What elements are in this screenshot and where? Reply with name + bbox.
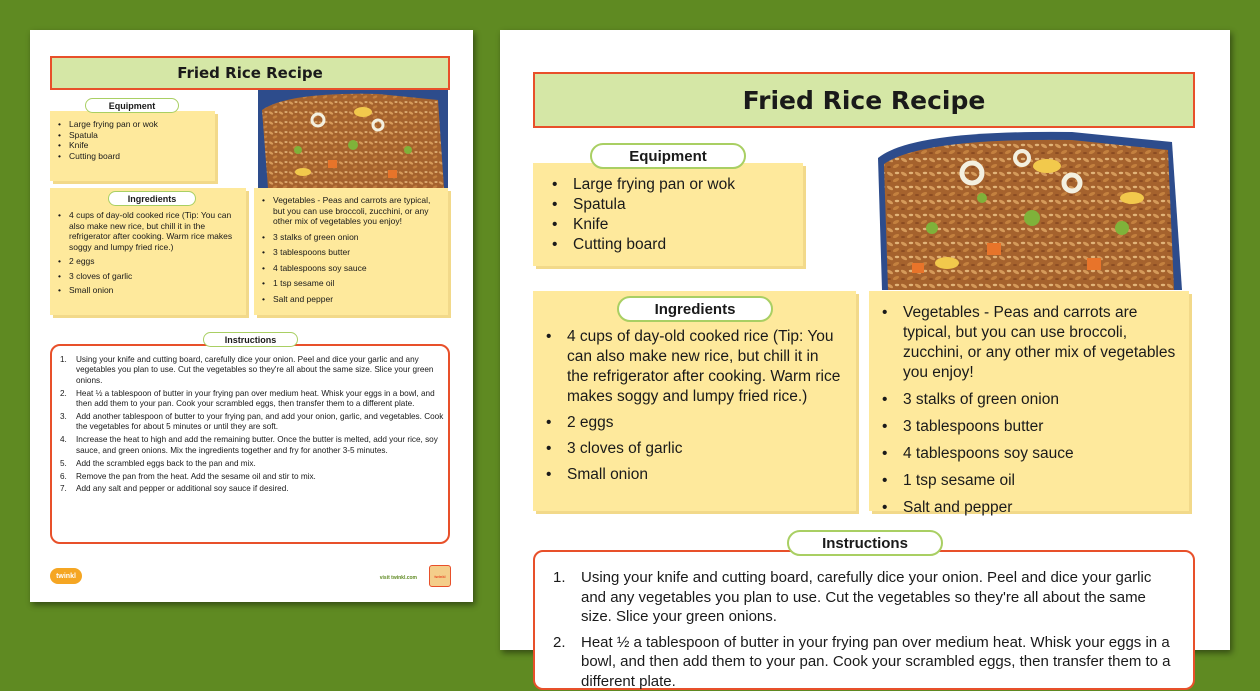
worksheet-preview-small <box>30 30 473 602</box>
ingredient-item: • 4 tablespoons soy sauce <box>877 444 1181 464</box>
ingredient-item: • 3 tablespoons butter <box>877 417 1181 437</box>
equipment-box <box>50 111 215 181</box>
footer-badge-icon: twinkl <box>429 565 451 587</box>
ingredient-item: • Vegetables - Peas and carrots are typical, but you can use broccoli, zucchini, or any other mix of vegetables you enjoy! <box>877 303 1181 383</box>
instructions-box <box>533 550 1195 690</box>
equipment-item: • Cutting board <box>547 235 735 255</box>
equipment-item: • Knife <box>547 215 735 235</box>
ingredients-heading: Ingredients <box>617 296 773 322</box>
ingredient-item: • 3 stalks of green onion <box>877 390 1181 410</box>
page-title: Fried Rice Recipe <box>743 86 986 115</box>
instruction-step: 2. Heat ½ a tablespoon of butter in your frying pan over medium heat. Whisk your eggs in a bowl, and then add them to your pan. Cook your scrambled eggs, then transfer them to a different plate. <box>58 389 444 410</box>
equipment-item: • Cutting board <box>56 151 158 162</box>
ingredient-item: • Small onion <box>56 285 240 296</box>
equipment-heading: Equipment <box>590 143 746 169</box>
equipment-item: • Knife <box>56 140 158 151</box>
ingredient-item: • 3 cloves of garlic <box>541 439 841 459</box>
title-banner <box>50 56 450 90</box>
worksheet-preview-large <box>500 30 1230 650</box>
title-banner <box>533 72 1195 128</box>
equipment-item: • Spatula <box>547 195 735 215</box>
ingredient-item: • 3 stalks of green onion <box>260 232 442 243</box>
instructions-heading: Instructions <box>203 332 298 347</box>
twinkl-logo: twinkl <box>50 568 82 584</box>
instruction-step: 1. Using your knife and cutting board, carefully dice your onion. Peel and dice your garlic and any vegetables you plan to use. Cut the vegetables so they're all about the same size. Slice your green onions. <box>547 568 1177 627</box>
equipment-item: • Spatula <box>56 130 158 141</box>
ingredient-item: • 1 tsp sesame oil <box>877 471 1181 491</box>
ingredient-item: • 3 tablespoons butter <box>260 247 442 258</box>
ingredients-box-right <box>254 188 448 315</box>
ingredients-box-right <box>869 291 1189 511</box>
equipment-heading: Equipment <box>85 98 179 113</box>
ingredient-item: • Salt and pepper <box>260 294 442 305</box>
instruction-step: 6. Remove the pan from the heat. Add the sesame oil and stir to mix. <box>58 472 444 482</box>
instruction-step: 1. Using your knife and cutting board, carefully dice your onion. Peel and dice your garlic and any vegetables you plan to use. Cut the vegetables so they're all about the same size. Slice your green onions. <box>58 355 444 386</box>
ingredient-item: • Small onion <box>541 465 841 485</box>
fried-rice-photo <box>872 128 1188 290</box>
ingredient-item: • 4 cups of day-old cooked rice (Tip: You can also make new rice, but chill it in the refrigerator after cooking. Warm rice makes soggy and lumpy fried rice.) <box>541 327 841 407</box>
page-title: Fried Rice Recipe <box>177 64 323 82</box>
ingredient-item: • 2 eggs <box>541 413 841 433</box>
instructions-heading: Instructions <box>787 530 943 556</box>
ingredient-item: • Vegetables - Peas and carrots are typical, but you can use broccoli, zucchini, or any other mix of vegetables you enjoy! <box>260 195 442 227</box>
instruction-step: 3. Add another tablespoon of butter to your frying pan, and add your onion, garlic, and vegetables. Cook the vegetables for about 5 minutes or until they are soft. <box>58 412 444 433</box>
ingredient-item: • Salt and pepper <box>877 498 1181 518</box>
footer-url: visit twinkl.com <box>380 575 417 581</box>
instruction-step: 4. Increase the heat to high and add the remaining butter. Once the butter is melted, add your rice, soy sauce, and green onions. Mix the ingredients together and fry for another 3-5 minutes. <box>58 435 444 456</box>
fried-rice-photo <box>258 90 448 188</box>
ingredient-item: • 3 cloves of garlic <box>56 271 240 282</box>
equipment-item: • Large frying pan or wok <box>547 175 735 195</box>
ingredient-item: • 4 cups of day-old cooked rice (Tip: You can also make new rice, but chill it in the refrigerator after cooking. Warm rice makes soggy and lumpy fried rice.) <box>56 210 240 252</box>
instruction-step: 5. Add the scrambled eggs back to the pan and mix. <box>58 459 444 469</box>
equipment-item: • Large frying pan or wok <box>56 119 158 130</box>
instructions-box <box>50 344 450 544</box>
ingredients-heading: Ingredients <box>108 191 196 206</box>
instruction-step: 2. Heat ½ a tablespoon of butter in your frying pan over medium heat. Whisk your eggs in a bowl, and then add them to your pan. Cook your scrambled eggs, then transfer them to a different plate. <box>547 633 1177 691</box>
ingredients-box-left <box>533 291 856 511</box>
ingredients-box-left <box>50 188 246 315</box>
equipment-box <box>533 163 803 266</box>
ingredient-item: • 4 tablespoons soy sauce <box>260 263 442 274</box>
instruction-step: 7. Add any salt and pepper or additional soy sauce if desired. <box>58 484 444 494</box>
ingredient-item: • 2 eggs <box>56 256 240 267</box>
ingredient-item: • 1 tsp sesame oil <box>260 278 442 289</box>
